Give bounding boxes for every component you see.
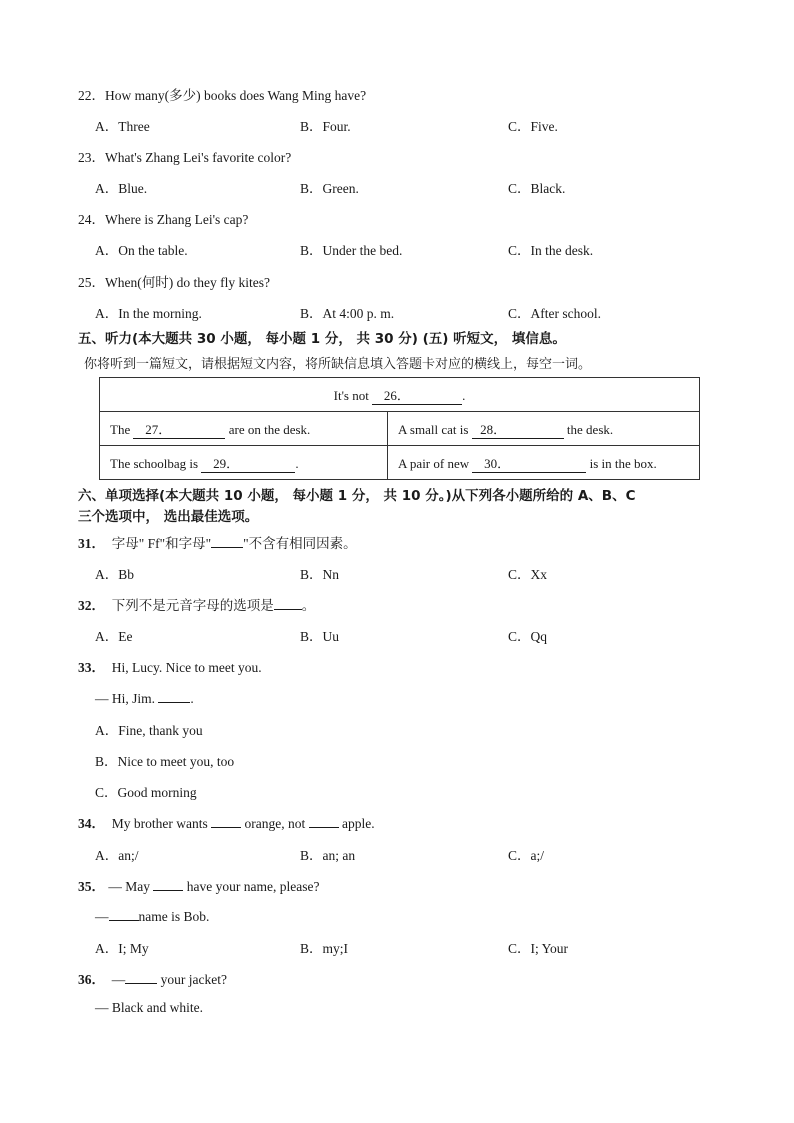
answer-blank[interactable] [211, 533, 243, 548]
blank-30[interactable]: 30． [472, 453, 586, 473]
question-stem: Hi, Lucy. Nice to meet you. [111, 660, 262, 675]
option-c[interactable]: C．Xx [508, 567, 548, 582]
question-number: 32． [78, 598, 105, 613]
question-number: 36． [78, 972, 105, 987]
question-32: 32． 下列不是元音字母的选项是 。 [78, 594, 315, 614]
question-stem: Where is Zhang Lei's cap? [105, 212, 249, 227]
question-33-reply: — Hi, Jim. . [95, 688, 194, 707]
blank-26[interactable]: 26． [372, 385, 462, 405]
question-stem: When(何时) do they fly kites? [105, 275, 270, 290]
answer-blank[interactable] [153, 876, 183, 891]
question-number: 24． [78, 212, 105, 227]
option-c[interactable]: C．Qq [508, 629, 548, 644]
option-c[interactable]: C．In the desk. [508, 243, 594, 258]
option-a[interactable]: A．Three [95, 119, 150, 134]
section-6-title-line2: 三个选项中， 选出最佳选项。 [78, 509, 259, 525]
option-a[interactable]: A．Blue. [95, 181, 148, 196]
question-number: 22． [78, 88, 105, 103]
answer-blank-2[interactable] [309, 813, 339, 828]
blank-27[interactable]: 27． [133, 419, 225, 439]
question-24 [78, 208, 248, 228]
question-stem: How many(多少) books does Wang Ming have? [105, 88, 367, 103]
option-b[interactable]: B．an; an [300, 848, 356, 863]
option-a[interactable]: A．I; My [95, 941, 149, 956]
section-5-instruction: 你将听到一篇短文，请根据短文内容，将所缺信息填入答题卡对应的横线上，每空一词。 [84, 357, 592, 372]
question-number: 31． [78, 536, 105, 551]
option-a[interactable]: A．Fine, thank you [95, 723, 203, 738]
option-b[interactable]: B．Uu [300, 629, 340, 644]
option-b[interactable]: B．Under the bed. [300, 243, 403, 258]
table-row-26: It's not 26． . [100, 378, 700, 412]
question-number: 34． [78, 816, 105, 831]
question-number: 23． [78, 150, 105, 165]
info-fill-table [99, 377, 700, 480]
section-5-title: 五、听力(本大题共 30 小题， 每小题 1 分， 共 30 分) (五) 听短文， 填信息。 [78, 331, 566, 347]
option-b[interactable]: B．Nn [300, 567, 340, 582]
question-34: 34． My brother wants orange, not apple. [78, 812, 375, 832]
question-31: 31． 字母" Ff"和字母" "不含有相同因素。 [78, 532, 357, 552]
option-b[interactable]: B．At 4:00 p. m. [300, 306, 395, 321]
option-a[interactable]: A．On the table. [95, 243, 188, 258]
table-cell-28: A small cat is 28． the desk. [388, 412, 700, 446]
option-a[interactable]: A．Bb [95, 567, 135, 582]
table-cell-27: The 27． are on the desk. [100, 412, 388, 446]
question-35-reply: — name is Bob. [95, 906, 209, 925]
answer-blank-1[interactable] [211, 813, 241, 828]
answer-blank[interactable] [109, 906, 139, 921]
question-number: 33． [78, 660, 105, 675]
section-6-title-line1: 六、单项选择(本大题共 10 小题， 每小题 1 分， 共 10 分。)从下列各小题所给的 A、B、C [78, 488, 636, 504]
option-b[interactable]: B．my;I [300, 941, 349, 956]
table-cell-30: A pair of new 30． is in the box. [388, 446, 700, 480]
blank-28[interactable]: 28． [472, 419, 564, 439]
question-36: 36． — your jacket? [78, 968, 227, 988]
option-a[interactable]: A．In the morning. [95, 306, 202, 321]
option-a[interactable]: A．an;/ [95, 848, 139, 863]
option-c[interactable]: C．Black. [508, 181, 566, 196]
table-cell-29: The schoolbag is 29． . [100, 446, 388, 480]
blank-29[interactable]: 29． [201, 453, 295, 473]
option-c[interactable]: C．Five. [508, 119, 558, 134]
question-33 [78, 656, 262, 676]
question-35: 35． — May have your name, please? [78, 875, 319, 895]
option-a[interactable]: A．Ee [95, 629, 133, 644]
answer-blank[interactable] [274, 595, 302, 610]
option-c[interactable]: C．After school. [508, 306, 601, 321]
option-c[interactable]: C．I; Your [508, 941, 569, 956]
question-stem: What's Zhang Lei's favorite color? [105, 150, 292, 165]
question-23 [78, 146, 291, 166]
option-c[interactable]: C．a;/ [508, 848, 544, 863]
option-c[interactable]: C．Good morning [95, 785, 197, 800]
question-25 [78, 271, 270, 291]
option-b[interactable]: B．Four. [300, 119, 351, 134]
question-36-reply: — Black and white. [95, 1000, 203, 1015]
question-number: 35． [78, 879, 105, 894]
option-b[interactable]: B．Green. [300, 181, 359, 196]
question-22 [78, 84, 366, 104]
answer-blank[interactable] [125, 969, 157, 984]
option-b[interactable]: B．Nice to meet you, too [95, 754, 235, 769]
answer-blank[interactable] [158, 688, 190, 703]
question-number: 25． [78, 275, 105, 290]
